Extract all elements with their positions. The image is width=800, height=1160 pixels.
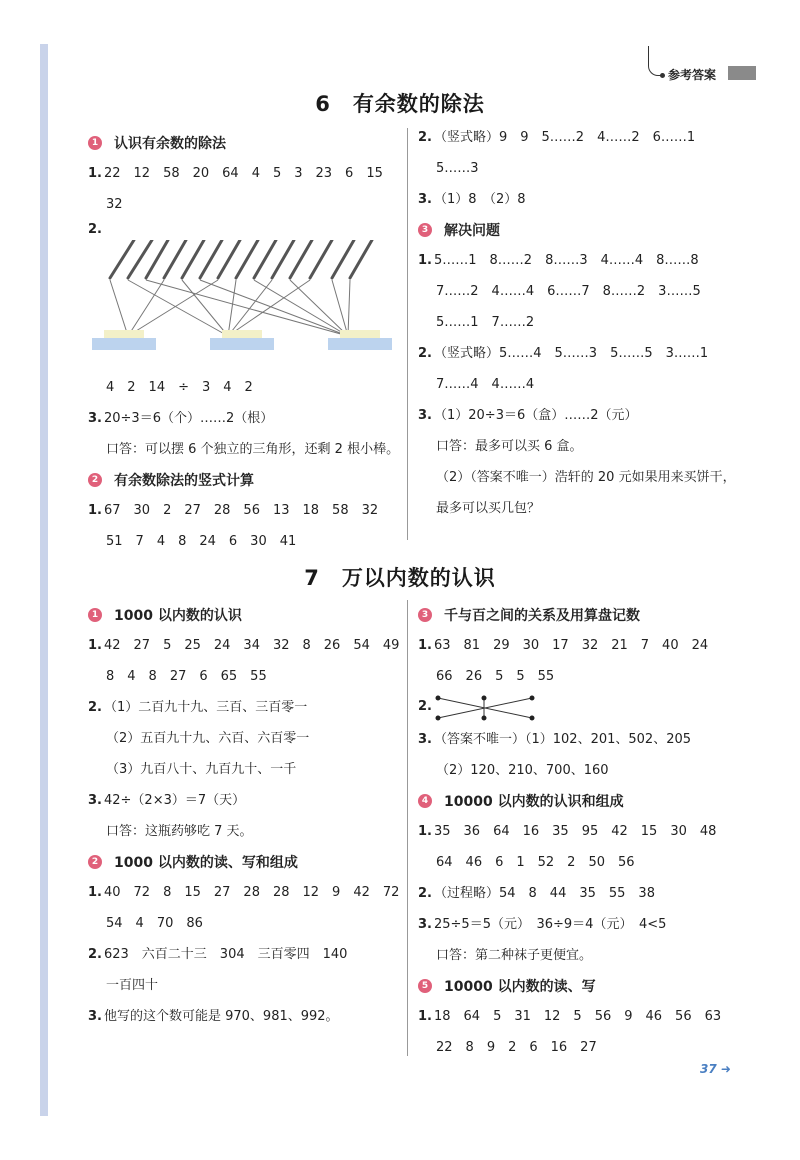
answer-line: 3. （1）8 （2）8 xyxy=(418,192,526,207)
ch7-left-column xyxy=(88,600,403,1032)
answer-line: 54 4 70 86 xyxy=(106,916,203,931)
answer-line: 口答：第二种袜子更便宜。 xyxy=(436,948,593,963)
answer-line: 3. 25÷5＝5（元） 36÷9＝4（元） 4<5 xyxy=(418,917,667,932)
chapter-number: 6 xyxy=(315,92,331,116)
answer-line: 51 7 4 8 24 6 30 41 xyxy=(106,534,297,549)
answer-line: 22 8 9 2 6 16 27 xyxy=(436,1040,597,1055)
answer-line: 5……3 xyxy=(436,161,479,176)
answer-line: 3. 42÷（2×3）＝7（天） xyxy=(88,793,246,808)
page-number: 37 ➜ xyxy=(700,1062,731,1076)
answer-line: 口答：这瓶药够吃 7 天。 xyxy=(106,824,253,839)
answer-line: 2. （竖式略）9 9 5……2 4……2 6……1 xyxy=(418,130,696,145)
answer-line: 1. 42 27 5 25 24 34 32 8 26 54 49 xyxy=(88,638,400,653)
column-divider xyxy=(407,128,408,540)
star-matching-diagram xyxy=(432,692,552,724)
answer-line: （2）120、210、700、160 xyxy=(436,763,609,778)
answer-line: 8 4 8 27 6 65 55 xyxy=(106,669,267,684)
answer-line: 1. 63 81 29 30 17 32 21 7 40 24 xyxy=(418,638,709,653)
answer-line: 4 2 14 ÷ 3 4 2 xyxy=(106,380,253,395)
answer-line: 1. 40 72 8 15 27 28 28 12 9 42 72 xyxy=(88,885,400,900)
section-heading xyxy=(88,847,403,877)
answer-line: 1. 22 12 58 20 64 4 5 3 23 6 15 xyxy=(88,166,383,181)
answer-line: 3. 他写的这个数可能是 970、981、992。 xyxy=(88,1009,339,1024)
section-title: 解决问题 xyxy=(444,223,500,239)
section-heading xyxy=(88,600,403,630)
answer-line: 1. 35 36 64 16 35 95 42 15 30 48 xyxy=(418,824,717,839)
pencil-matching-diagram xyxy=(88,240,398,372)
section-number: 2 xyxy=(88,473,102,487)
answer-line: 2. xyxy=(418,692,758,724)
answer-line: 3. （1）20÷3＝6（盒）……2（元） xyxy=(418,408,638,423)
answer-line: 7……4 4……4 xyxy=(436,377,535,392)
answer-line: 3. （答案不唯一）（1）102、201、502、205 xyxy=(418,732,692,747)
section-title: 有余数除法的竖式计算 xyxy=(114,473,254,489)
tab-connector xyxy=(648,46,662,76)
section-heading xyxy=(88,465,398,495)
answer-line: 2. （1）二百九十九、三百、三百零一 xyxy=(88,700,308,715)
answer-line: 7……2 4……4 6……7 8……2 3……5 xyxy=(436,284,701,299)
header-tab xyxy=(648,46,760,80)
section-number: 3 xyxy=(418,608,432,622)
section-title: 1000 以内数的读、写和组成 xyxy=(114,855,298,871)
section-heading xyxy=(88,128,398,158)
section-title: 10000 以内数的读、写 xyxy=(444,979,596,995)
answer-line: 66 26 5 5 55 xyxy=(436,669,555,684)
answer-line: 1. 67 30 2 27 28 56 13 18 58 32 xyxy=(88,503,379,518)
answer-line: 2. 623 六百二十三 304 三百零四 140 xyxy=(88,947,348,962)
section-heading xyxy=(418,600,758,630)
answer-line: 2. （竖式略）5……4 5……3 5……5 3……1 xyxy=(418,346,709,361)
section-number: 1 xyxy=(88,136,102,150)
section-heading xyxy=(418,786,758,816)
chapter-number: 7 xyxy=(304,566,320,590)
section-number: 1 xyxy=(88,608,102,622)
answer-line: （3）九百八十、九百九十、一千 xyxy=(106,762,297,777)
answer-line: （2）五百九十九、六百、六百零一 xyxy=(106,731,310,746)
section-title: 千与百之间的关系及用算盘记数 xyxy=(444,608,640,624)
chapter-title: 万以内数的认识 xyxy=(341,566,496,590)
chapter-title: 有余数的除法 xyxy=(352,92,485,116)
answer-line: 1. 18 64 5 31 12 5 56 9 46 56 63 xyxy=(418,1009,722,1024)
section-title: 1000 以内数的认识 xyxy=(114,608,242,624)
answer-line: 2. （过程略）54 8 44 35 55 38 xyxy=(418,886,655,901)
answer-line: 口答：可以摆 6 个独立的三角形，还剩 2 根小棒。 xyxy=(106,442,400,457)
section-number: 4 xyxy=(418,794,432,808)
answer-line: （2）（答案不唯一）浩轩的 20 元如果用来买饼干， xyxy=(436,470,736,485)
answer-line: 最多可以买几包？ xyxy=(436,501,541,516)
answer-line: 2. xyxy=(88,222,102,237)
section-heading xyxy=(418,215,758,245)
ch7-right-column xyxy=(418,600,758,1063)
ch6-right-column xyxy=(418,122,758,524)
chapter-6-title xyxy=(0,88,800,118)
section-title: 10000 以内数的认识和组成 xyxy=(444,794,624,810)
section-number: 3 xyxy=(418,223,432,237)
section-heading xyxy=(418,971,758,1001)
pencil-diagram-svg xyxy=(88,240,398,372)
tab-label: 参考答案 xyxy=(668,68,717,82)
section-number: 2 xyxy=(88,855,102,869)
ch6-left-column xyxy=(88,128,398,557)
tab-box xyxy=(728,66,756,80)
answer-line: 口答：最多可以买 6 盒。 xyxy=(436,439,583,454)
answer-line: 32 xyxy=(106,197,123,212)
chapter-7-title xyxy=(0,562,800,592)
answer-line: 64 46 6 1 52 2 50 56 xyxy=(436,855,635,870)
section-title: 认识有余数的除法 xyxy=(114,136,226,152)
tab-dot xyxy=(660,73,665,78)
column-divider xyxy=(407,600,408,1056)
answer-line: 5……1 7……2 xyxy=(436,315,535,330)
answer-line: 一百四十 xyxy=(106,978,159,993)
section-number: 5 xyxy=(418,979,432,993)
answer-line: 3. 20÷3＝6（个）……2（根） xyxy=(88,411,274,426)
answer-line: 1. 5……1 8……2 8……3 4……4 8……8 xyxy=(418,253,699,268)
